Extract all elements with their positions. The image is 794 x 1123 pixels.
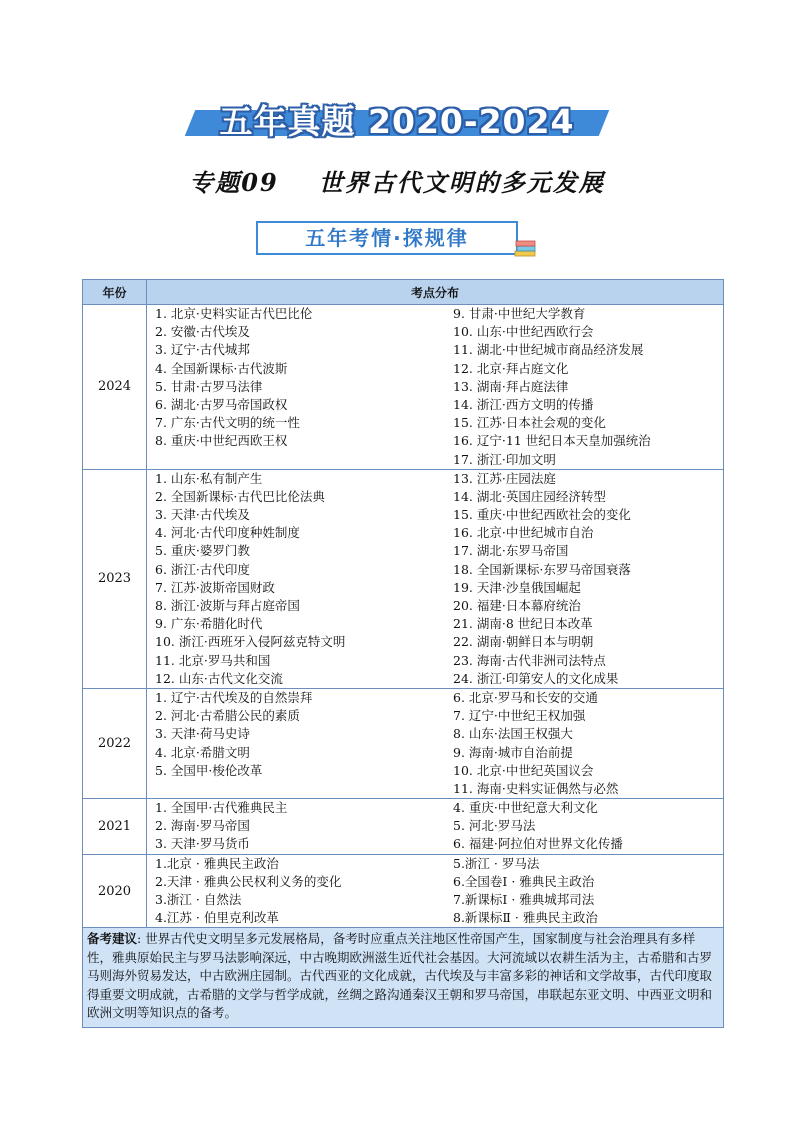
- list-item: 7.新课标Ⅰ · 雅典城邦司法: [453, 892, 595, 907]
- list-item: 7. 辽宁·中世纪王权加强: [453, 708, 586, 724]
- list-item: 11. 海南·史料实证偶然与必然: [453, 780, 619, 796]
- topic-title: 世界古代文明的多元发展: [318, 168, 605, 197]
- list-item: 24. 浙江·印第安人的文化成果: [453, 670, 619, 686]
- points-column-right: [453, 689, 723, 798]
- points-column-left: [155, 855, 453, 928]
- list-item: 15. 江苏·日本社会观的变化: [453, 415, 606, 431]
- list-item: 12. 北京·拜占庭文化: [453, 360, 569, 376]
- list-item: 6. 北京·罗马和长安的交通: [453, 689, 598, 705]
- list-item: 11. 湖北·中世纪城市商品经济发展: [453, 342, 644, 358]
- list-item: 10. 北京·中世纪英国议会: [453, 762, 594, 778]
- list-item: 15. 重庆·中世纪西欧社会的变化: [453, 507, 631, 523]
- year-cell: 2024: [83, 305, 147, 470]
- list-item: 5. 甘肃·古罗马法律: [155, 378, 263, 394]
- list-item: 9. 海南·城市自治前提: [453, 744, 573, 760]
- list-item: 11. 北京·罗马共和国: [155, 652, 271, 668]
- list-item: 2. 河北·古希腊公民的素质: [155, 708, 300, 724]
- banner-title: 五年真题 2020-2024: [219, 102, 575, 141]
- list-item: 14. 浙江·西方文明的传播: [453, 396, 594, 412]
- list-item: 2. 海南·罗马帝国: [155, 818, 250, 834]
- year-cell: 2020: [83, 854, 147, 928]
- list-item: 1. 全国甲·古代雅典民主: [155, 800, 288, 816]
- points-column-left: [155, 305, 453, 469]
- list-item: 10. 山东·中世纪西欧行会: [453, 324, 594, 340]
- list-item: 2. 全国新课标·古代巴比伦法典: [155, 488, 325, 504]
- year-cell: 2023: [83, 469, 147, 688]
- points-column-left: [155, 799, 453, 854]
- sub-banner-label: 五年考情·探规律: [305, 226, 469, 250]
- list-item: 3. 天津·古代埃及: [155, 507, 250, 523]
- header-year: 年份: [83, 280, 147, 305]
- table-header-row: [83, 280, 724, 305]
- list-item: 13. 湖南·拜占庭法律: [453, 378, 569, 394]
- list-item: 3. 辽宁·古代城邦: [155, 342, 250, 358]
- list-item: 3. 天津·罗马货币: [155, 836, 250, 852]
- list-item: 1. 北京·史料实证古代巴比伦: [155, 306, 313, 321]
- list-item: 8. 山东·法国王权强大: [453, 726, 573, 742]
- year-cell: 2022: [83, 688, 147, 798]
- list-item: 4. 重庆·中世纪意大利文化: [453, 800, 598, 816]
- list-item: 19. 天津·沙皇俄国崛起: [453, 579, 581, 595]
- list-item: 5. 河北·罗马法: [453, 818, 536, 834]
- list-item: 12. 山东·古代文化交流: [155, 670, 283, 686]
- exam-points-table: [82, 279, 724, 1028]
- list-item: 4. 河北·古代印度种姓制度: [155, 525, 300, 541]
- list-item: 10. 浙江·西班牙入侵阿兹克特文明: [155, 634, 346, 650]
- advice-box: [83, 928, 724, 1028]
- table-row: [83, 854, 724, 928]
- points-cell: [147, 305, 724, 470]
- list-item: 21. 湖南·8 世纪日本改革: [453, 616, 593, 632]
- list-item: 1. 辽宁·古代埃及的自然崇拜: [155, 689, 313, 705]
- table-row: [83, 469, 724, 688]
- list-item: 8. 重庆·中世纪西欧王权: [155, 433, 288, 449]
- points-column-right: [453, 305, 723, 469]
- points-cell: [147, 688, 724, 798]
- title-banner: [190, 96, 604, 142]
- list-item: 7. 江苏·波斯帝国财政: [155, 579, 275, 595]
- list-item: 2.天津 · 雅典公民权利义务的变化: [155, 873, 342, 889]
- list-item: 5. 重庆·婆罗门教: [155, 543, 250, 559]
- list-item: 4. 全国新课标·古代波斯: [155, 360, 288, 376]
- points-column-right: [453, 799, 723, 854]
- list-item: 5. 全国甲·梭伦改革: [155, 762, 263, 778]
- advice-text: : 世界古代史文明呈多元发展格局，备考时应重点关注地区性帝国产生，国家制度与社会治理具有多样性，雅典原始民主与罗马法影响深远，中古晚期欧洲滋生近代社会基因。大河流域以农耕生活为主，古希腊和古罗马则海外贸易发达，中古欧洲庄园制。古代西亚的文化成就，古代埃及与丰富多彩的神话和文学故事，古代印度取得重要文明成就，古希腊的文学与哲学成就，丝绸之路沟通秦汉王朝和罗马帝国，串联起东亚文明、中西亚文明和欧洲文明等知识点的备考。: [87, 931, 713, 1021]
- list-item: 4. 北京·希腊文明: [155, 744, 250, 760]
- list-item: 17. 湖北·东罗马帝国: [453, 543, 569, 559]
- list-item: 6. 湖北·古罗马帝国政权: [155, 396, 288, 412]
- header-content: 考点分布: [147, 280, 724, 305]
- list-item: 14. 湖北·英国庄园经济转型: [453, 488, 606, 504]
- list-item: 13. 江苏·庄园法庭: [453, 470, 556, 486]
- list-item: 9. 甘肃·中世纪大学教育: [453, 306, 586, 321]
- points-cell: [147, 469, 724, 688]
- advice-label: 备考建议: [87, 931, 138, 947]
- list-item: 8.新课标Ⅱ · 雅典民主政治: [453, 910, 598, 926]
- points-cell: [147, 854, 724, 928]
- list-item: 6. 福建·阿拉伯对世界文化传播: [453, 836, 623, 852]
- list-item: 1.北京 · 雅典民主政治: [155, 855, 279, 871]
- list-item: 6. 浙江·古代印度: [155, 561, 250, 577]
- list-item: 16. 北京·中世纪城市自治: [453, 525, 594, 541]
- list-item: 1. 山东·私有制产生: [155, 470, 263, 486]
- books-icon: [514, 237, 538, 259]
- advice-row: [83, 928, 724, 1028]
- sub-banner: [256, 221, 536, 259]
- table-row: [83, 799, 724, 855]
- points-column-left: [155, 470, 453, 688]
- list-item: 3. 天津·荷马史诗: [155, 726, 250, 742]
- points-column-right: [453, 470, 723, 688]
- list-item: 2. 安徽·古代埃及: [155, 324, 250, 340]
- list-item: 17. 浙江·印加文明: [453, 451, 556, 467]
- table-row: [83, 305, 724, 470]
- list-item: 7. 广东·古代文明的统一性: [155, 415, 300, 431]
- points-cell: [147, 799, 724, 855]
- list-item: 8. 浙江·波斯与拜占庭帝国: [155, 598, 300, 613]
- points-column-left: [155, 689, 453, 798]
- list-item: 22. 湖南·朝鲜日本与明朝: [453, 634, 594, 650]
- list-item: 16. 辽宁·11 世纪日本天皇加强统治: [453, 433, 651, 449]
- list-item: 18. 全国新课标·东罗马帝国衰落: [453, 561, 631, 577]
- list-item: 5.浙江 · 罗马法: [453, 855, 540, 871]
- list-item: 23. 海南·古代非洲司法特点: [453, 652, 606, 668]
- table-row: [83, 688, 724, 798]
- points-column-right: [453, 855, 723, 928]
- topic-heading: [0, 163, 794, 198]
- list-item: 6.全国卷Ⅰ · 雅典民主政治: [453, 873, 595, 889]
- list-item: 20. 福建·日本幕府统治: [453, 598, 581, 613]
- list-item: 4.江苏 · 伯里克利改革: [155, 910, 279, 926]
- topic-number: 专题09: [189, 168, 279, 197]
- list-item: 9. 广东·希腊化时代: [155, 616, 263, 632]
- list-item: 3.浙江 · 自然法: [155, 892, 242, 907]
- year-cell: 2021: [83, 799, 147, 855]
